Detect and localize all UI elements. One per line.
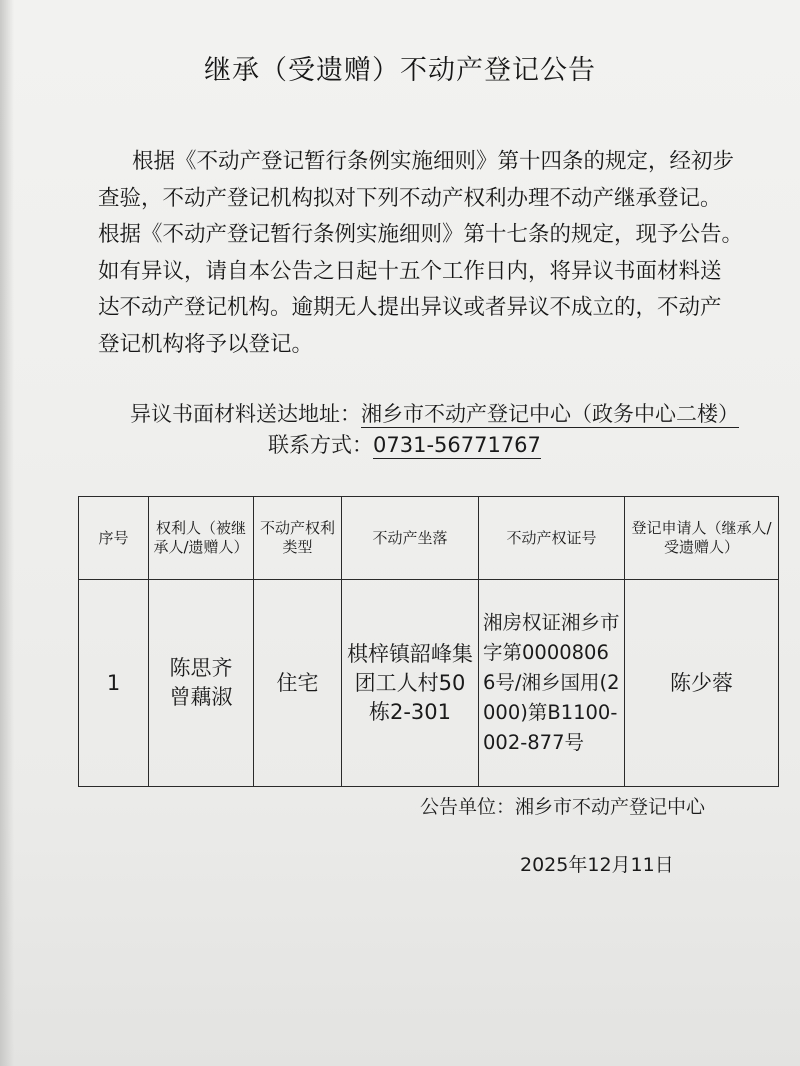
header-location: 不动产坐落	[342, 497, 479, 580]
body-line: 登记机构将予以登记。	[98, 331, 314, 357]
contact-label: 联系方式：	[268, 433, 373, 457]
table-row	[79, 580, 779, 787]
header-certificate-no: 不动产权证号	[479, 497, 625, 580]
cell-certificate-no: 湘房权证湘乡市字第00008066号/湘乡国用(2000)第B1100-002-877号	[479, 580, 625, 787]
contact-info	[268, 429, 541, 459]
body-line: 根据《不动产登记暂行条例实施细则》第十七条的规定，现予公告。	[98, 222, 744, 247]
cell-right-type: 住宅	[254, 580, 342, 787]
notice-date: 2025年12月11日	[520, 854, 674, 876]
cell-serial-no: 1	[79, 580, 149, 787]
body-line: 根据《不动产登记暂行条例实施细则》第十四条的规定，经初步	[132, 149, 735, 174]
cell-right-holder: 陈思齐曾藕淑	[149, 580, 254, 787]
page-edge-shadow	[0, 0, 14, 1066]
header-serial-no: 序号	[79, 497, 149, 580]
header-right-type: 不动产权利类型	[254, 497, 342, 580]
table-header-row	[79, 497, 779, 580]
issuing-unit: 公告单位：湘乡市不动产登记中心	[420, 796, 706, 818]
header-applicant: 登记申请人（继承人/受遗赠人）	[625, 497, 779, 580]
contact-phone: 0731-56771767	[373, 433, 541, 457]
cell-applicant: 陈少蓉	[625, 580, 779, 787]
objection-address	[130, 398, 739, 428]
body-line: 查验，不动产登记机构拟对下列不动产权利办理不动产继承登记。	[98, 185, 722, 211]
body-line: 如有异议，请自本公告之日起十五个工作日内，将异议书面材料送	[98, 258, 722, 284]
cell-location: 棋梓镇韶峰集团工人村50栋2-301	[342, 580, 479, 787]
header-right-holder: 权利人（被继承人/遗赠人）	[149, 497, 254, 580]
body-line: 达不动产登记机构。逾期无人提出异议或者异议不成立的，不动产	[98, 295, 722, 320]
registration-table	[78, 496, 779, 787]
notice-body	[98, 144, 778, 363]
objection-address-label: 异议书面材料送达地址：	[130, 402, 361, 426]
objection-address-value: 湘乡市不动产登记中心（政务中心二楼）	[361, 402, 739, 426]
notice-title: 继承（受遗赠）不动产登记公告	[204, 55, 596, 86]
